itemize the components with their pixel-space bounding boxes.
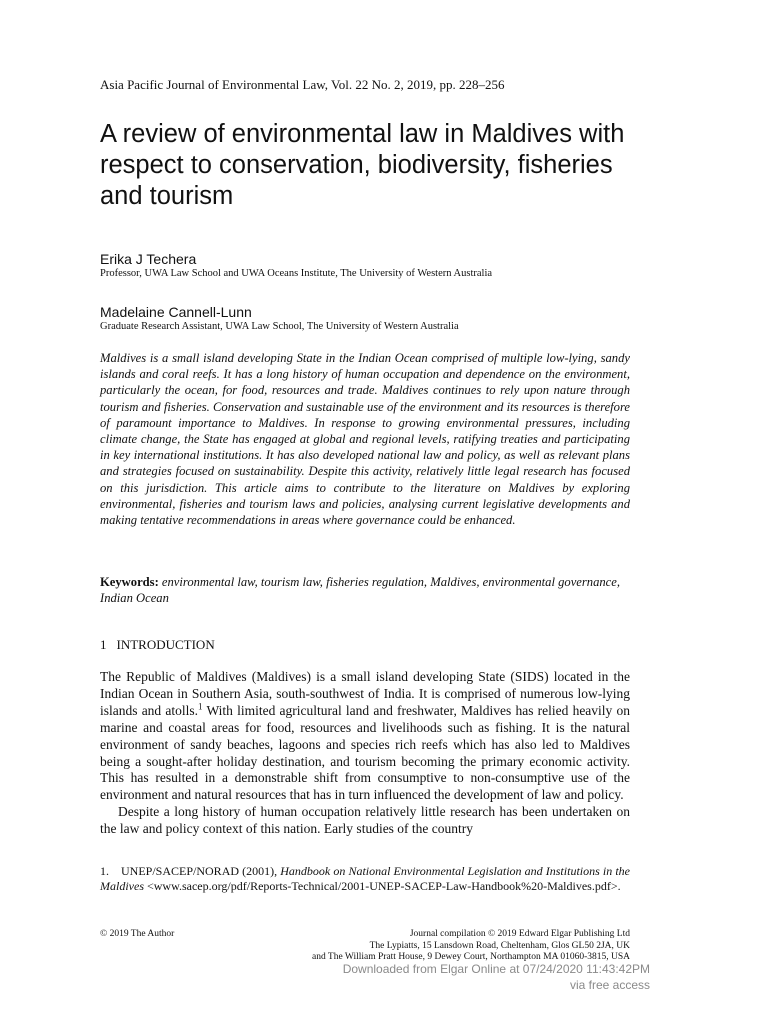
footnote-reference[interactable]: 1 <box>198 701 203 712</box>
keywords <box>100 574 630 606</box>
footnote-number: 1. <box>100 864 109 878</box>
section-title: INTRODUCTION <box>116 637 215 652</box>
article-title: A review of environmental law in Maldives with respect to conservation, biodiversity, fisheries and tourism <box>100 120 625 210</box>
footnote-url[interactable]: <www.sacep.org/pdf/Reports-Technical/2001-UNEP-SACEP-Law-Handbook%20-Maldives.pdf>. <box>144 879 621 894</box>
publisher-line: and The William Pratt House, 9 Dewey Court, Northampton MA 01060-3815, USA <box>311 952 630 962</box>
access-notice: via free access <box>569 977 650 992</box>
footnote-title: Handbook on National Environmental Legislation and Institutions in the Maldives <box>100 864 630 894</box>
publisher-info <box>312 929 630 964</box>
copyright-notice: © 2019 The Author <box>100 929 175 939</box>
author-name: Erika J Techera <box>100 251 197 267</box>
author-block <box>100 251 492 279</box>
download-watermark <box>343 962 650 993</box>
section-heading <box>100 637 215 653</box>
publisher-line: The Lypiatts, 15 Lansdown Road, Cheltenham, Glos GL50 2JA, UK <box>369 940 630 951</box>
author-affiliation: Graduate Research Assistant, UWA Law School, The University of Western Australia <box>100 321 459 332</box>
footnote <box>100 864 630 895</box>
footnote-citation: UNEP/SACEP/NORAD (2001), <box>121 864 281 878</box>
body-paragraph: Despite a long history of human occupation relatively little research has been undertaken on the law and policy context of this nation. Early studies of the country <box>100 804 630 837</box>
journal-citation: Asia Pacific Journal of Environmental Law, Vol. 22 No. 2, 2019, pp. 228–256 <box>100 77 505 92</box>
publisher-line: Journal compilation © 2019 Edward Elgar Publishing Ltd <box>409 929 630 939</box>
body-text-segment: The Republic of Maldives (Maldives) is a small island developing State (SIDS) located in the Indian Ocean in Southern Asia, south-southwest of India. It is comprised of numerous low-lying islands and atolls. <box>100 669 630 718</box>
keywords-label: Keywords: <box>100 575 159 589</box>
author-block <box>100 304 459 332</box>
author-name: Madelaine Cannell-Lunn <box>100 304 252 320</box>
keywords-list: environmental law, tourism law, fisheries regulation, Maldives, environmental governance, Indian Ocean <box>100 575 621 606</box>
body-text-segment: With limited agricultural land and freshwater, Maldives has relied heavily on marine and coastal areas for food, resources and livelihoods such as fishing. It is the natural environment of sandy beaches, lagoons and species rich reefs which has also led to Maldives being a sought-after holiday destination, and tourism becoming the primary economic activity. This has resulted in a demonstrable shift from consumptive to non-consumptive use of the environment and natural resources that has in turn influenced the development of law and policy. <box>100 702 630 803</box>
section-number: 1 <box>100 637 107 652</box>
abstract: Maldives is a small island developing State in the Indian Ocean comprised of multiple low-lying, sandy islands and coral reefs. It has a long history of human occupation and dependence on the environment, particularly the ocean, for food, resources and trade. Maldives continues to rely upon nature through tourism and fisheries. Conservation and sustainable use of the environment and its resources is therefore of paramount importance to Maldives. In response to growing environmental pressures, including climate change, the State has engaged at global and regional levels, ratifying treaties and participating in key international institutions. It has also developed national law and policy, as well as relevant plans and strategies focused on sustainability. Despite this activity, relatively little legal research has focused on this jurisdiction. This article aims to contribute to the literature on Maldives by exploring environmental, fisheries and tourism laws and policies, analysing current legislative developments and making tentative recommendations in areas where governance could be enhanced. <box>100 351 630 528</box>
body-paragraph <box>100 669 630 804</box>
download-timestamp: Downloaded from Elgar Online at 07/24/2020 11:43:42PM <box>342 962 650 976</box>
body-text <box>100 669 630 838</box>
author-affiliation: Professor, UWA Law School and UWA Oceans Institute, The University of Western Australia <box>100 268 493 279</box>
